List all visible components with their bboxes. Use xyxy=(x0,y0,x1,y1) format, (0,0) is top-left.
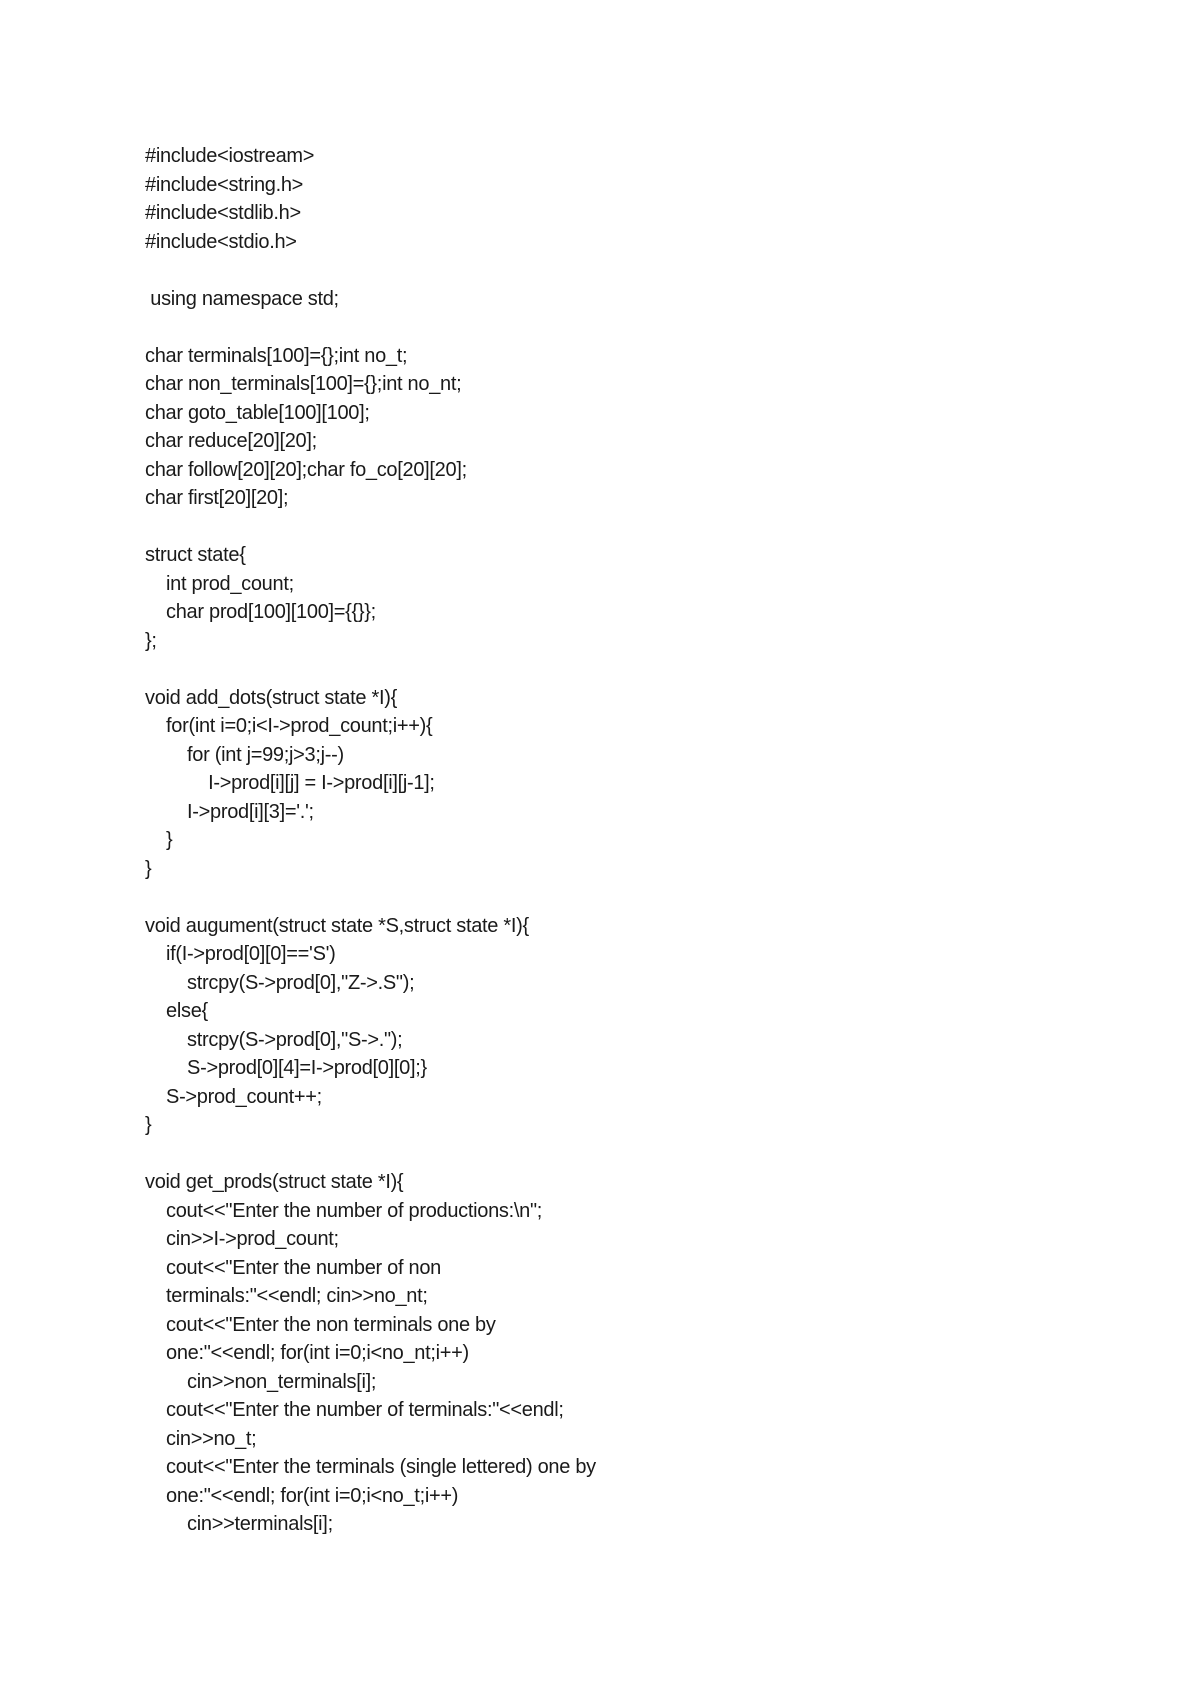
code-line: S->prod[0][4]=I->prod[0][0];} xyxy=(145,1057,427,1079)
code-line: char goto_table[100][100]; xyxy=(145,401,370,424)
code-line: int prod_count; xyxy=(145,572,294,595)
code-line: #include<string.h> xyxy=(145,173,304,196)
code-line: #include<stdio.h> xyxy=(145,230,297,253)
code-line xyxy=(145,655,596,684)
code-line: char terminals[100]={};int no_t; xyxy=(145,344,408,367)
code-line xyxy=(145,513,596,542)
code-line: cout<<"Enter the number of non xyxy=(145,1256,441,1279)
code-line: cout<<"Enter the number of terminals:"<<endl; xyxy=(145,1399,564,1421)
code-line: char follow[20][20];char fo_co[20][20]; xyxy=(145,458,467,481)
code-listing xyxy=(145,142,596,1539)
code-line: I->prod[i][j] = I->prod[i][j-1]; xyxy=(145,772,435,794)
code-line: char reduce[20][20]; xyxy=(145,430,317,452)
code-line: void add_dots(struct state *I){ xyxy=(145,686,397,709)
code-line: char non_terminals[100]={};int no_nt; xyxy=(145,373,462,395)
code-line: cout<<"Enter the number of productions:\n"; xyxy=(145,1199,543,1222)
code-line: }; xyxy=(145,629,157,652)
code-line: cin>>terminals[i]; xyxy=(145,1513,333,1535)
code-line: char first[20][20]; xyxy=(145,487,289,509)
code-line: one:"<<endl; for(int i=0;i<no_t;i++) xyxy=(145,1484,459,1507)
code-line xyxy=(145,883,596,912)
code-line: cin>>I->prod_count; xyxy=(145,1228,339,1250)
code-line: else{ xyxy=(145,1000,208,1022)
code-line: S->prod_count++; xyxy=(145,1085,322,1108)
code-line: for(int i=0;i<I->prod_count;i++){ xyxy=(145,715,433,737)
code-line: #include<stdlib.h> xyxy=(145,202,301,224)
code-line: one:"<<endl; for(int i=0;i<no_nt;i++) xyxy=(145,1342,469,1364)
code-line: #include<iostream> xyxy=(145,145,315,167)
code-line: void get_prods(struct state *I){ xyxy=(145,1171,404,1193)
code-line: char prod[100][100]={{}}; xyxy=(145,601,376,623)
code-line: if(I->prod[0][0]=='S') xyxy=(145,943,336,965)
code-line xyxy=(145,256,596,285)
code-line: strcpy(S->prod[0],"Z->.S"); xyxy=(145,971,415,994)
code-line: struct state{ xyxy=(145,544,246,566)
code-line: cout<<"Enter the non terminals one by xyxy=(145,1313,496,1336)
code-line xyxy=(145,313,596,342)
code-line: } xyxy=(145,857,152,880)
code-line: void augument(struct state *S,struct state *I){ xyxy=(145,914,529,937)
code-line: cin>>no_t; xyxy=(145,1427,257,1450)
code-line: } xyxy=(145,829,173,851)
code-line: cout<<"Enter the terminals (single lettered) one by xyxy=(145,1456,596,1478)
code-line: cin>>non_terminals[i]; xyxy=(145,1370,377,1393)
code-line: using namespace std; xyxy=(145,287,339,310)
code-line: for (int j=99;j>3;j--) xyxy=(145,743,344,766)
code-line: } xyxy=(145,1114,152,1136)
code-line: I->prod[i][3]='.'; xyxy=(145,800,314,823)
code-line: strcpy(S->prod[0],"S->."); xyxy=(145,1028,403,1051)
code-line: terminals:"<<endl; cin>>no_nt; xyxy=(145,1285,428,1307)
code-line xyxy=(145,1140,596,1169)
